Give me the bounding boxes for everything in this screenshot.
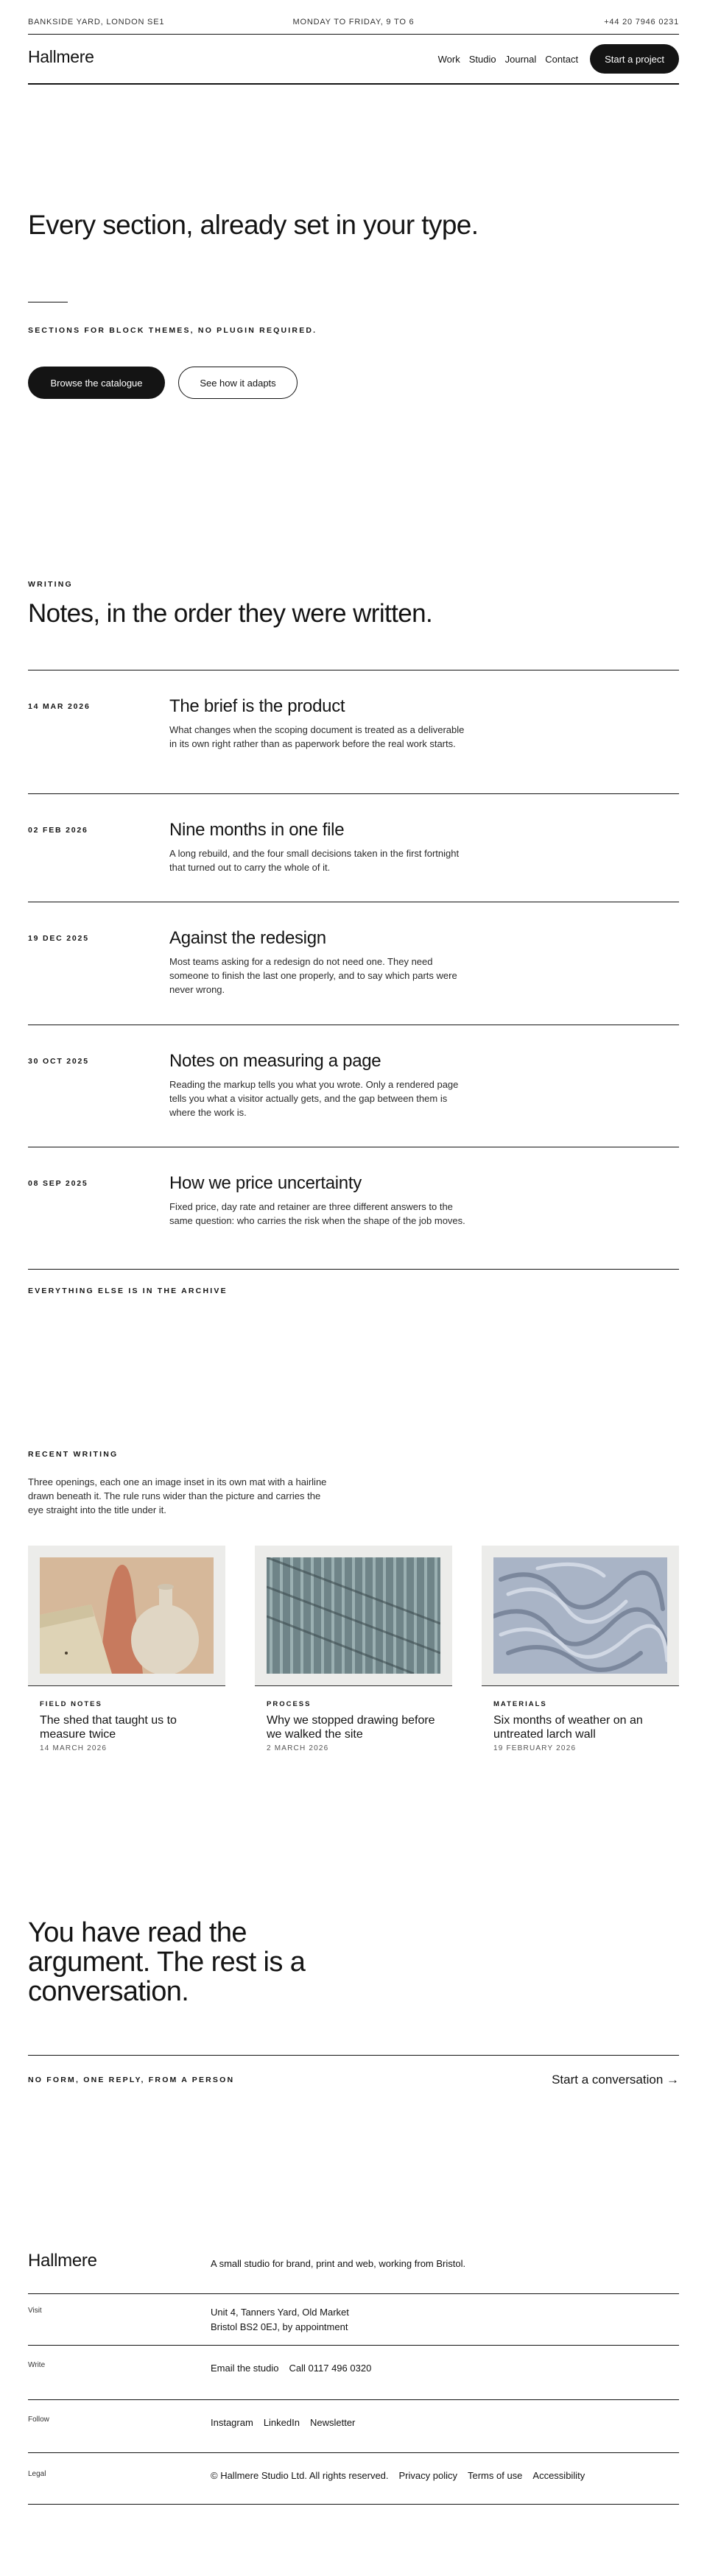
note-title[interactable]: Nine months in one file [169, 820, 345, 840]
card-hairline [255, 1685, 452, 1686]
start-project-button[interactable]: Start a project [590, 44, 679, 74]
note-date: 02 FEB 2026 [28, 826, 88, 835]
footer-social-links [211, 2416, 365, 2430]
phone-link[interactable]: +44 20 7946 0231 [604, 18, 679, 26]
card-category: MATERIALS [493, 1700, 547, 1708]
note-date: 30 OCT 2025 [28, 1057, 89, 1066]
footer-divider [28, 2452, 679, 2453]
card-title[interactable]: The shed that taught us to measure twice [40, 1714, 177, 1741]
card-title[interactable]: Six months of weather on an untreated larch wall [493, 1714, 643, 1741]
call-studio-link[interactable]: Call 0117 496 0320 [289, 2363, 372, 2374]
privacy-policy-link[interactable]: Privacy policy [398, 2470, 457, 2481]
footer-label-visit: Visit [28, 2307, 42, 2315]
note-date: 19 DEC 2025 [28, 934, 89, 943]
footer-divider [28, 2345, 679, 2346]
note-date: 08 SEP 2025 [28, 1179, 88, 1188]
notes-divider [28, 793, 679, 794]
opening-hours: MONDAY TO FRIDAY, 9 TO 6 [292, 18, 415, 26]
closing-title: You have read the argument. The rest is a conversation. [28, 1917, 306, 2007]
note-date: 14 MAR 2026 [28, 702, 91, 711]
main-nav [438, 44, 679, 74]
footer-label-legal: Legal [28, 2470, 46, 2478]
utility-bar [28, 18, 679, 29]
footer-brand[interactable]: Hallmere [28, 2251, 97, 2271]
note-excerpt: Reading the markup tells you what you wrote. Only a rendered page tells you what a visitor actually gets, and the gap between them is where the work is. [169, 1079, 459, 1118]
footer-address [211, 2305, 359, 2335]
closing-row [28, 2074, 679, 2087]
start-conversation-link[interactable]: Start a conversation → [552, 2073, 679, 2087]
closing-divider [28, 2055, 679, 2056]
card-category: FIELD NOTES [40, 1700, 102, 1708]
nav-item-journal[interactable]: Journal [504, 53, 537, 65]
footer-tagline: A small studio for brand, print and web, working from Bristol. [211, 2258, 466, 2269]
footer-write-links [211, 2361, 381, 2376]
note-title[interactable]: How we price uncertainty [169, 1173, 362, 1193]
nav-item-work[interactable]: Work [437, 53, 460, 65]
footer-divider [28, 2399, 679, 2400]
hero-actions [28, 367, 679, 399]
article-card[interactable] [482, 1546, 679, 1766]
card-category: PROCESS [267, 1700, 312, 1708]
nav-item-studio[interactable]: Studio [468, 53, 496, 65]
writing-eyebrow: WRITING [28, 580, 73, 589]
note-title[interactable]: The brief is the product [169, 696, 345, 716]
recent-intro: Three openings, each one an image inset in its own mat with a hairline drawn beneath it. The rule runs wider than the picture and carries the eye straight into the title under it. [28, 1476, 327, 1515]
article-card[interactable] [28, 1546, 225, 1766]
card-hairline [482, 1685, 679, 1686]
card-date: 2 MARCH 2026 [267, 1744, 329, 1752]
crumpled-fabric-photo [493, 1557, 667, 1674]
card-title[interactable]: Why we stopped drawing before we walked the site [267, 1714, 435, 1741]
writing-title: Notes, in the order they were written. [28, 599, 433, 628]
brand-logo[interactable]: Hallmere [28, 47, 94, 66]
note-excerpt: Fixed price, day rate and retainer are three different answers to the same question: who carries the risk when the shape of the job moves. [169, 1201, 465, 1226]
footer-legal [211, 2469, 595, 2483]
facade-slats-photo [267, 1557, 440, 1674]
see-how-it-adapts-button[interactable]: See how it adapts [178, 367, 298, 399]
footer-label-write: Write [28, 2361, 46, 2369]
card-date: 14 MARCH 2026 [40, 1744, 108, 1752]
notes-divider [28, 1269, 679, 1270]
studio-address: BANKSIDE YARD, LONDON SE1 [28, 18, 165, 26]
hero-title: Every section, already set in your type. [28, 210, 479, 240]
card-hairline [28, 1685, 225, 1686]
email-studio-link[interactable]: Email the studio [211, 2363, 279, 2374]
nav-item-contact[interactable]: Contact [545, 53, 579, 65]
note-excerpt: What changes when the scoping document is treated as a deliverable in its own right rather than as paperwork before the real work starts. [169, 724, 465, 749]
article-card[interactable] [255, 1546, 452, 1766]
footer-label-follow: Follow [28, 2416, 49, 2424]
terms-of-use-link[interactable]: Terms of use [467, 2470, 523, 2481]
accessibility-link[interactable]: Accessibility [532, 2470, 585, 2481]
utility-divider [28, 34, 679, 35]
note-title[interactable]: Against the redesign [169, 928, 326, 948]
address-line: Unit 4, Tanners Yard, Old Market [211, 2307, 349, 2318]
note-title[interactable]: Notes on measuring a page [169, 1051, 381, 1071]
site-header [28, 43, 679, 77]
ceramic-vases-photo [40, 1557, 214, 1674]
instagram-link[interactable]: Instagram [211, 2417, 253, 2428]
hero-subtitle: SECTIONS FOR BLOCK THEMES, NO PLUGIN REQUIRED. [28, 326, 317, 335]
recent-eyebrow: RECENT WRITING [28, 1450, 119, 1459]
card-date: 19 FEBRUARY 2026 [493, 1744, 577, 1752]
newsletter-link[interactable]: Newsletter [309, 2417, 356, 2428]
browse-catalogue-button[interactable]: Browse the catalogue [28, 367, 165, 399]
note-excerpt: Most teams asking for a redesign do not need one. They need someone to finish the last one properly, and to say which parts were never wrong. [169, 956, 457, 995]
archive-link[interactable]: EVERYTHING ELSE IS IN THE ARCHIVE [28, 1287, 228, 1295]
address-line: Bristol BS2 0EJ, by appointment [211, 2321, 348, 2332]
header-divider [28, 83, 679, 85]
linkedin-link[interactable]: LinkedIn [263, 2417, 300, 2428]
note-excerpt: A long rebuild, and the four small decisions taken in the first fortnight that turned out to carry the whole of it. [169, 848, 460, 873]
closing-eyebrow: NO FORM, ONE REPLY, FROM A PERSON [28, 2076, 235, 2084]
copyright-text: © Hallmere Studio Ltd. All rights reserved. [211, 2470, 389, 2481]
footer-divider [28, 2504, 679, 2505]
footer-divider [28, 2293, 679, 2294]
